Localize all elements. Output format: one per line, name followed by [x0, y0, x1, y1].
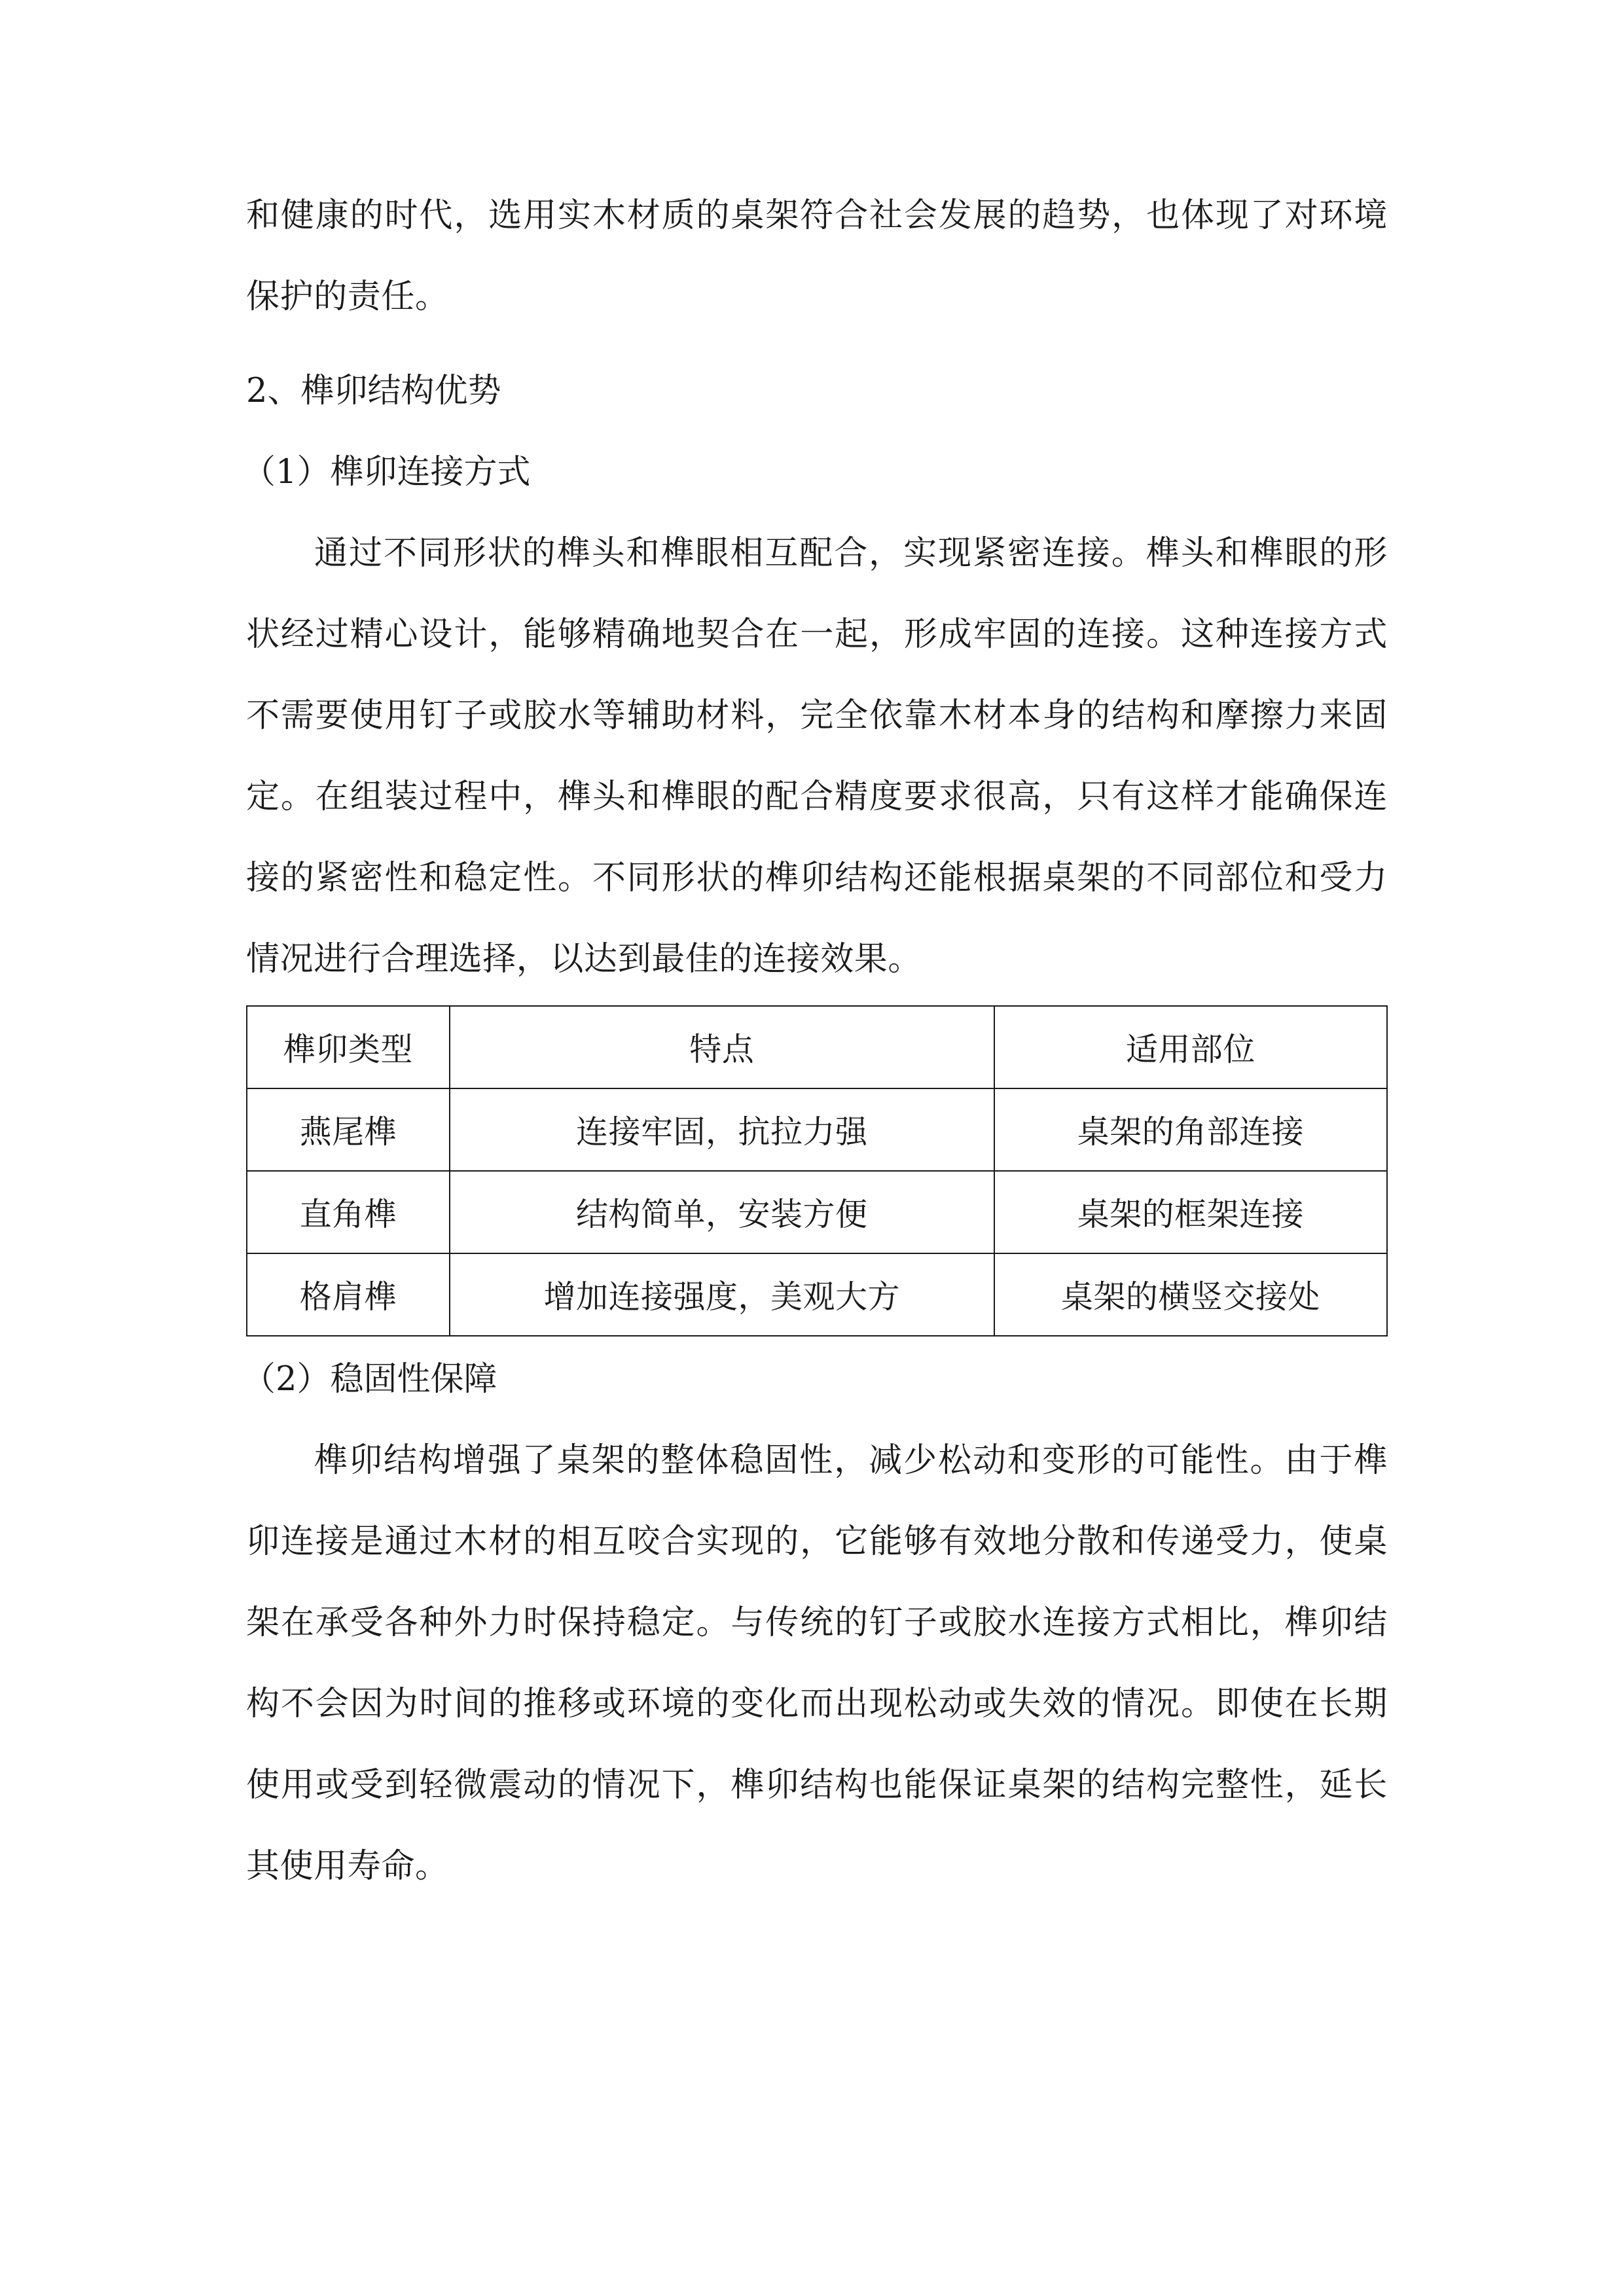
table-cell: 连接牢固，抗拉力强 [450, 1088, 994, 1171]
table-cell: 增加连接强度，美观大方 [450, 1253, 994, 1336]
subsection-heading-joinery-method: （1）榫卯连接方式 [242, 453, 531, 492]
table-cell: 桌架的角部连接 [994, 1088, 1387, 1171]
table-header-row [247, 1006, 1387, 1088]
table-row [247, 1088, 1387, 1171]
document-page [242, 175, 1388, 1907]
joint-types-table [246, 1005, 1388, 1336]
section-heading: 2、榫卯结构优势 [246, 372, 501, 410]
joinery-method-paragraph: 通过不同形状的榫头和榫眼相互配合，实现紧密连接。榫头和榫眼的形状经过精心设计，能够精确地契合在一起，形成牢固的连接。这种连接方式不需要使用钉子或胶水等辅助材料，完全依靠木材本身的结构和摩擦力来固定。在组装过程中，榫头和榫眼的配合精度要求很高，只有这样才能确保连接的紧密性和稳定性。不同形状的榫卯结构还能根据桌架的不同部位和受力情况进行合理选择，以达到最佳的连接效果。 [246, 534, 1388, 978]
table-header-cell: 适用部位 [994, 1006, 1387, 1088]
table-cell: 结构简单，安装方便 [450, 1171, 994, 1253]
stability-paragraph: 榫卯结构增强了桌架的整体稳固性，减少松动和变形的可能性。由于榫卯连接是通过木材的相互咬合实现的，它能够有效地分散和传递受力，使桌架在承受各种外力时保持稳定。与传统的钉子或胶水连接方式相比，榫卯结构不会因为时间的推移或环境的变化而出现松动或失效的情况。即使在长期使用或受到轻微震动的情况下，榫卯结构也能保证桌架的结构完整性，延长其使用寿命。 [246, 1441, 1388, 1886]
table-cell: 格肩榫 [247, 1253, 450, 1336]
table-row [247, 1253, 1387, 1336]
table-header-cell: 榫卯类型 [247, 1006, 450, 1088]
table-row [247, 1171, 1387, 1253]
table-header-cell: 特点 [450, 1006, 994, 1088]
intro-paragraph: 和健康的时代，选用实木材质的桌架符合社会发展的趋势，也体现了对环境保护的责任。 [246, 196, 1388, 316]
subsection-heading-stability: （2）稳固性保障 [242, 1360, 497, 1399]
table-cell: 桌架的横竖交接处 [994, 1253, 1387, 1336]
table-cell: 桌架的框架连接 [994, 1171, 1387, 1253]
table-cell: 直角榫 [247, 1171, 450, 1253]
table-cell: 燕尾榫 [247, 1088, 450, 1171]
